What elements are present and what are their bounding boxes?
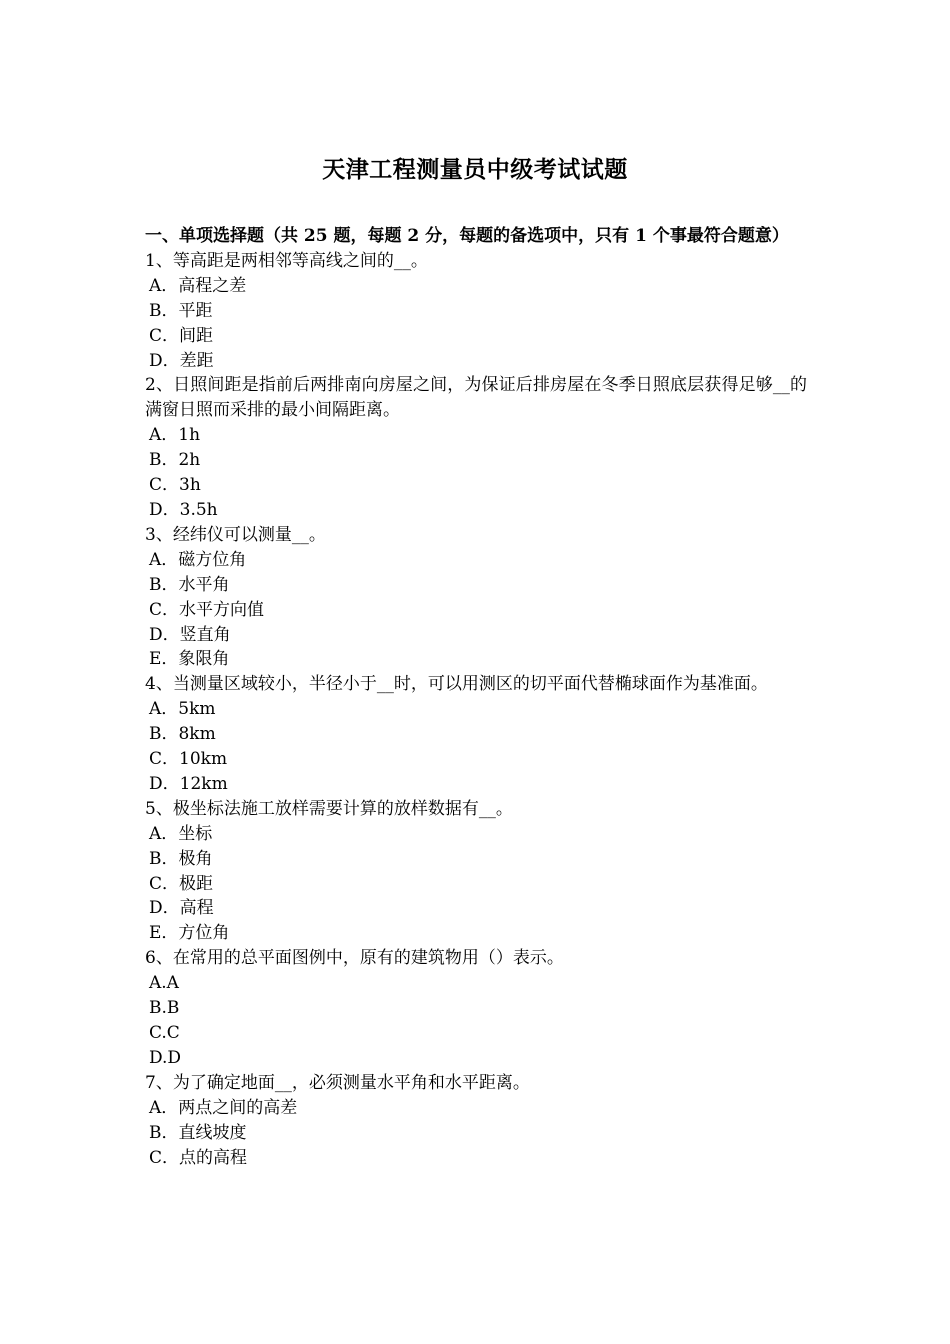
- option-b: B．平距: [149, 300, 213, 321]
- option-d: D．竖直角: [149, 624, 231, 645]
- option-e: E．象限角: [149, 649, 230, 670]
- option-d: D．高程: [149, 898, 214, 919]
- question-2: [145, 373, 807, 522]
- option-a: A．坐标: [149, 823, 213, 844]
- option-c: C．3h: [149, 475, 201, 496]
- question-3: [145, 523, 807, 672]
- question-text: 4、当测量区域较小，半径小于__时，可以用测区的切平面代替椭球面作为基准面。: [145, 674, 768, 695]
- option-b: B．极角: [149, 848, 213, 869]
- option-b: B.B: [149, 998, 180, 1019]
- document-title: 天津工程测量员中级考试试题: [322, 156, 628, 183]
- option-c: C．间距: [149, 325, 214, 346]
- question-5: [145, 797, 807, 946]
- question-7: [145, 1071, 807, 1171]
- question-text: 3、经纬仪可以测量__。: [145, 524, 326, 545]
- question-4: [145, 672, 807, 797]
- option-a: A．高程之差: [149, 275, 247, 296]
- option-list: [145, 423, 807, 523]
- question-text: 7、为了确定地面__，必须测量水平角和水平距离。: [145, 1072, 530, 1093]
- option-a: A．磁方位角: [149, 549, 247, 570]
- option-b: B．8km: [149, 724, 216, 745]
- option-list: [145, 548, 807, 673]
- option-b: B．直线坡度: [149, 1122, 247, 1143]
- option-d: D．差距: [149, 350, 214, 371]
- question-text: 2、日照间距是指前后两排南向房屋之间，为保证后排房屋在冬季日照底层获得足够__的满窗日照而采排的最小间隔距离。: [145, 375, 807, 421]
- option-list: [145, 274, 807, 374]
- option-d: D．3.5h: [149, 499, 218, 520]
- question-text: 1、等高距是两相邻等高线之间的__。: [145, 250, 428, 271]
- option-a: A．1h: [149, 425, 201, 446]
- option-a: A．5km: [149, 699, 216, 720]
- question-1: [145, 249, 807, 374]
- option-c: C.C: [149, 1023, 180, 1043]
- question-text: 5、极坐标法施工放样需要计算的放样数据有__。: [145, 798, 513, 819]
- section-heading: 一、单项选择题（共 25 题，每题 2 分，每题的备选项中，只有 1 个事最符合题意）: [145, 226, 789, 246]
- option-c: C．水平方向值: [149, 599, 265, 620]
- option-b: B．水平角: [149, 574, 230, 595]
- option-list: [145, 822, 807, 947]
- question-6: [145, 946, 807, 1071]
- option-d: D.D: [149, 1047, 182, 1068]
- option-list: [145, 1096, 807, 1171]
- option-c: C．10km: [149, 749, 228, 770]
- option-a: A.A: [149, 973, 179, 994]
- option-a: A．两点之间的高差: [149, 1097, 298, 1118]
- option-e: E．方位角: [149, 923, 230, 944]
- document-body: [145, 224, 807, 1170]
- option-d: D．12km: [149, 773, 228, 794]
- option-b: B．2h: [149, 450, 201, 471]
- option-c: C．极距: [149, 873, 214, 894]
- option-list: [145, 697, 807, 797]
- option-list: [145, 971, 807, 1071]
- option-c: C．点的高程: [149, 1147, 248, 1168]
- question-text: 6、在常用的总平面图例中，原有的建筑物用（）表示。: [145, 948, 564, 969]
